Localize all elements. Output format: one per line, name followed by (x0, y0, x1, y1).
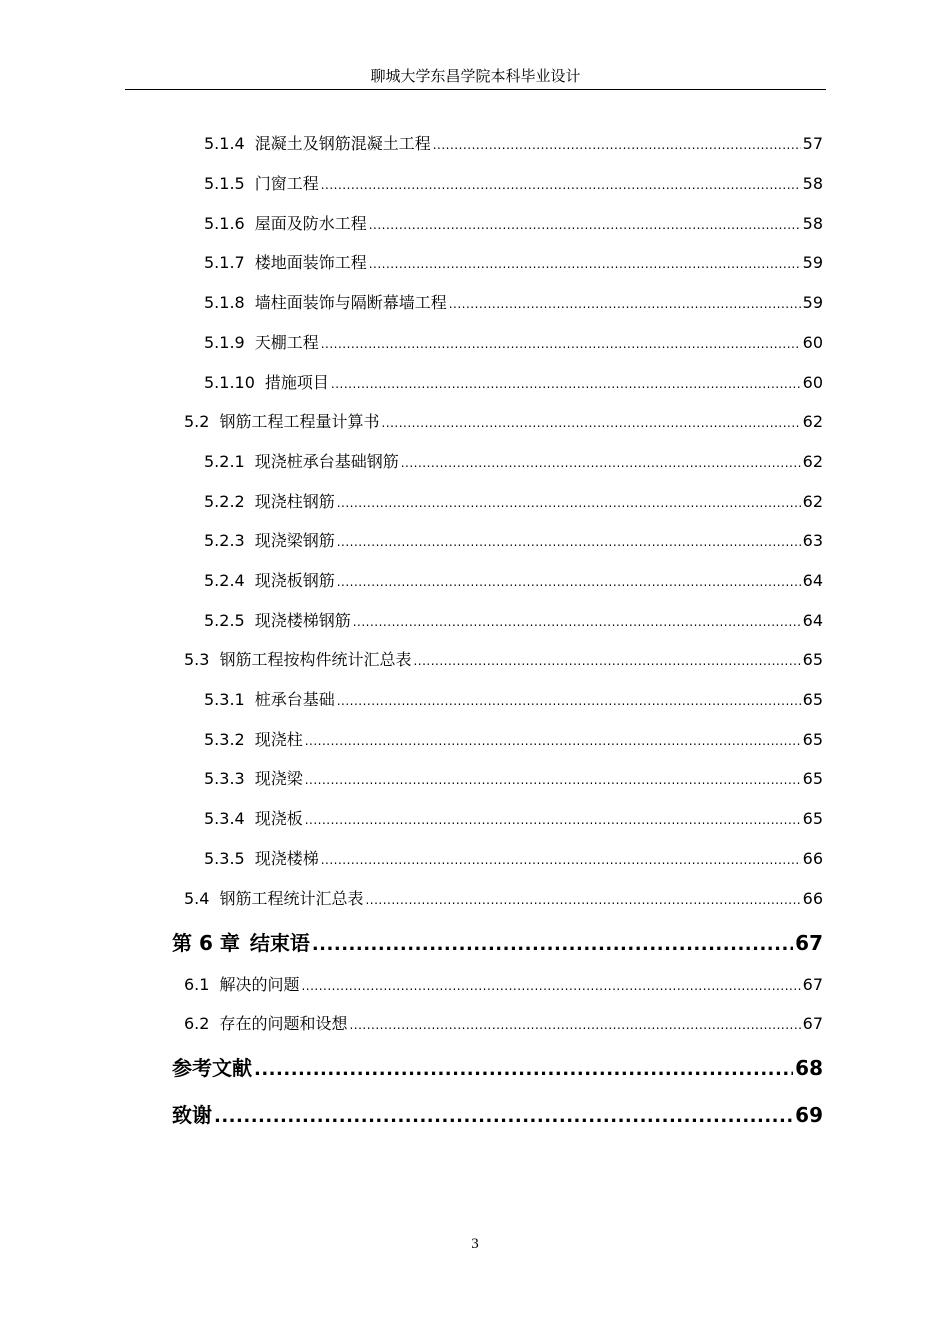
toc-entry-page: 58 (802, 174, 823, 193)
toc-entry[interactable] (204, 727, 823, 750)
toc-entry-number: 5.1.7 (204, 253, 245, 272)
toc-leader-dots (381, 416, 800, 430)
toc-chapter-entry[interactable] (172, 927, 823, 956)
toc-entry-page: 58 (802, 214, 823, 233)
toc-leader-dots (331, 377, 801, 391)
toc-entry-number: 5.2 (184, 412, 210, 431)
toc-leader-dots (305, 813, 801, 827)
toc-entry-page: 63 (802, 531, 823, 550)
toc-leader-dots (369, 257, 801, 271)
toc-leader-dots (337, 694, 801, 708)
toc-entry[interactable] (204, 290, 823, 313)
toc-entry[interactable] (204, 250, 823, 273)
toc-entry-title: 现浇桩承台基础钢筋 (254, 452, 399, 471)
toc-entry-number: 5.3.2 (204, 730, 245, 749)
toc-entry-title: 存在的问题和设想 (219, 1014, 348, 1033)
toc-entry[interactable] (204, 608, 823, 631)
toc-entry[interactable] (204, 806, 823, 829)
toc-leader-dots (321, 337, 801, 351)
toc-entry[interactable] (204, 330, 823, 353)
toc-entry-number: 5.2.5 (204, 611, 245, 630)
toc-leader-dots (413, 654, 800, 668)
toc-entry-page: 60 (802, 373, 823, 392)
toc-entry-number: 6.2 (184, 1014, 210, 1033)
toc-entry-title: 现浇楼梯钢筋 (254, 611, 351, 630)
toc-entry-number: 5.1.6 (204, 214, 245, 233)
toc-entry-number: 5.1.10 (204, 373, 255, 392)
header-title: 聊城大学东昌学院本科毕业设计 (370, 67, 581, 85)
toc-chapter-entry[interactable] (172, 1099, 823, 1128)
toc-entry[interactable] (184, 409, 823, 432)
toc-entry[interactable] (184, 886, 823, 909)
toc-entry-number: 5.2.2 (204, 492, 245, 511)
toc-entry-page: 64 (802, 571, 823, 590)
toc-entry-title: 现浇板钢筋 (254, 571, 335, 590)
toc-entry-title: 现浇梁 (254, 769, 303, 788)
toc-entry[interactable] (204, 370, 823, 393)
toc-leader-dots (337, 575, 801, 589)
toc-entry-page: 65 (802, 809, 823, 828)
toc-leader-dots (365, 893, 800, 907)
toc-entry-title: 门窗工程 (254, 174, 319, 193)
toc-entry-page: 60 (802, 333, 823, 352)
toc-entry-title: 屋面及防水工程 (254, 214, 367, 233)
toc-entry[interactable] (184, 972, 823, 995)
toc-entry[interactable] (204, 171, 823, 194)
toc-leader-dots (349, 1018, 800, 1032)
toc-leader-dots (312, 934, 793, 955)
toc-leader-dots (449, 297, 801, 311)
toc-entry-title: 墙柱面装饰与隔断幕墙工程 (254, 293, 447, 312)
toc-entry-page: 64 (802, 611, 823, 630)
toc-entry-title: 结束语 (249, 931, 310, 955)
toc-entry-page: 59 (802, 293, 823, 312)
toc-entry-number: 5.4 (184, 889, 210, 908)
toc-entry-page: 67 (795, 931, 823, 955)
toc-entry-title: 钢筋工程工程量计算书 (219, 412, 380, 431)
toc-entry-page: 59 (802, 253, 823, 272)
toc-entry-page: 66 (802, 849, 823, 868)
toc-leader-dots (321, 178, 801, 192)
toc-entry-title: 天棚工程 (254, 333, 319, 352)
toc-leader-dots (321, 853, 801, 867)
toc-leader-dots (254, 1059, 793, 1080)
toc-entry-page: 62 (802, 452, 823, 471)
toc-entry[interactable] (204, 568, 823, 591)
toc-entry-title: 现浇梁钢筋 (254, 531, 335, 550)
toc-entry-title: 现浇板 (254, 809, 303, 828)
toc-entry-page: 65 (802, 769, 823, 788)
toc-entry[interactable] (204, 846, 823, 869)
toc-entry-number: 5.3 (184, 650, 210, 669)
toc-entry-title: 措施项目 (264, 373, 329, 392)
toc-entry-page: 65 (802, 650, 823, 669)
toc-entry-page: 67 (802, 975, 823, 994)
toc-entry-title: 钢筋工程统计汇总表 (219, 889, 364, 908)
toc-entry[interactable] (184, 1011, 823, 1034)
toc-entry-title: 现浇柱钢筋 (254, 492, 335, 511)
toc-leader-dots (337, 535, 801, 549)
page-number: 3 (471, 1236, 479, 1252)
toc-entry-title: 致谢 (172, 1103, 212, 1127)
toc-entry[interactable] (204, 449, 823, 472)
toc-entry-title: 混凝土及钢筋混凝土工程 (254, 134, 431, 153)
toc-entry-number: 5.1.9 (204, 333, 245, 352)
toc-leader-dots (305, 773, 801, 787)
toc-entry-number: 6.1 (184, 975, 210, 994)
toc-chapter-entry[interactable] (172, 1052, 823, 1081)
toc-leader-dots (301, 979, 800, 993)
toc-entry-title: 解决的问题 (219, 975, 300, 994)
toc-entry-page: 68 (795, 1056, 823, 1080)
toc-entry-number: 5.3.5 (204, 849, 245, 868)
toc-entry-page: 65 (802, 690, 823, 709)
toc-entry[interactable] (204, 528, 823, 551)
toc-entry-title: 参考文献 (172, 1056, 252, 1080)
toc-entry[interactable] (204, 489, 823, 512)
toc-leader-dots (214, 1106, 793, 1127)
toc-entry-number: 5.1.4 (204, 134, 245, 153)
toc-entry-number: 5.1.8 (204, 293, 245, 312)
toc-leader-dots (433, 138, 801, 152)
toc-entry-number: 5.1.5 (204, 174, 245, 193)
toc-entry-page: 66 (802, 889, 823, 908)
toc-leader-dots (353, 615, 801, 629)
toc-entry-title: 现浇楼梯 (254, 849, 319, 868)
toc-entry-title: 楼地面装饰工程 (254, 253, 367, 272)
toc-entry-number: 第 6 章 (172, 931, 240, 955)
toc-entry-number: 5.2.1 (204, 452, 245, 471)
toc-entry-page: 69 (795, 1103, 823, 1127)
toc-entry-number: 5.3.1 (204, 690, 245, 709)
toc-entry-page: 67 (802, 1014, 823, 1033)
toc-leader-dots (369, 218, 801, 232)
toc-entry-number: 5.3.3 (204, 769, 245, 788)
toc-entry[interactable] (204, 687, 823, 710)
toc-entry[interactable] (184, 647, 823, 670)
toc-entry-number: 5.2.4 (204, 571, 245, 590)
toc-leader-dots (337, 496, 801, 510)
toc-entry-page: 65 (802, 730, 823, 749)
toc-leader-dots (305, 734, 801, 748)
toc-entry-number: 5.2.3 (204, 531, 245, 550)
toc-entry-title: 现浇柱 (254, 730, 303, 749)
toc-entry[interactable] (204, 211, 823, 234)
toc-entry-page: 62 (802, 492, 823, 511)
toc-entry[interactable] (204, 131, 823, 154)
toc-entry-title: 钢筋工程按构件统计汇总表 (219, 650, 412, 669)
toc-entry-title: 桩承台基础 (254, 690, 335, 709)
toc-entry-page: 62 (802, 412, 823, 431)
toc-leader-dots (401, 456, 801, 470)
toc-entry-number: 5.3.4 (204, 809, 245, 828)
toc-entry-page: 57 (802, 134, 823, 153)
toc-entry[interactable] (204, 766, 823, 789)
